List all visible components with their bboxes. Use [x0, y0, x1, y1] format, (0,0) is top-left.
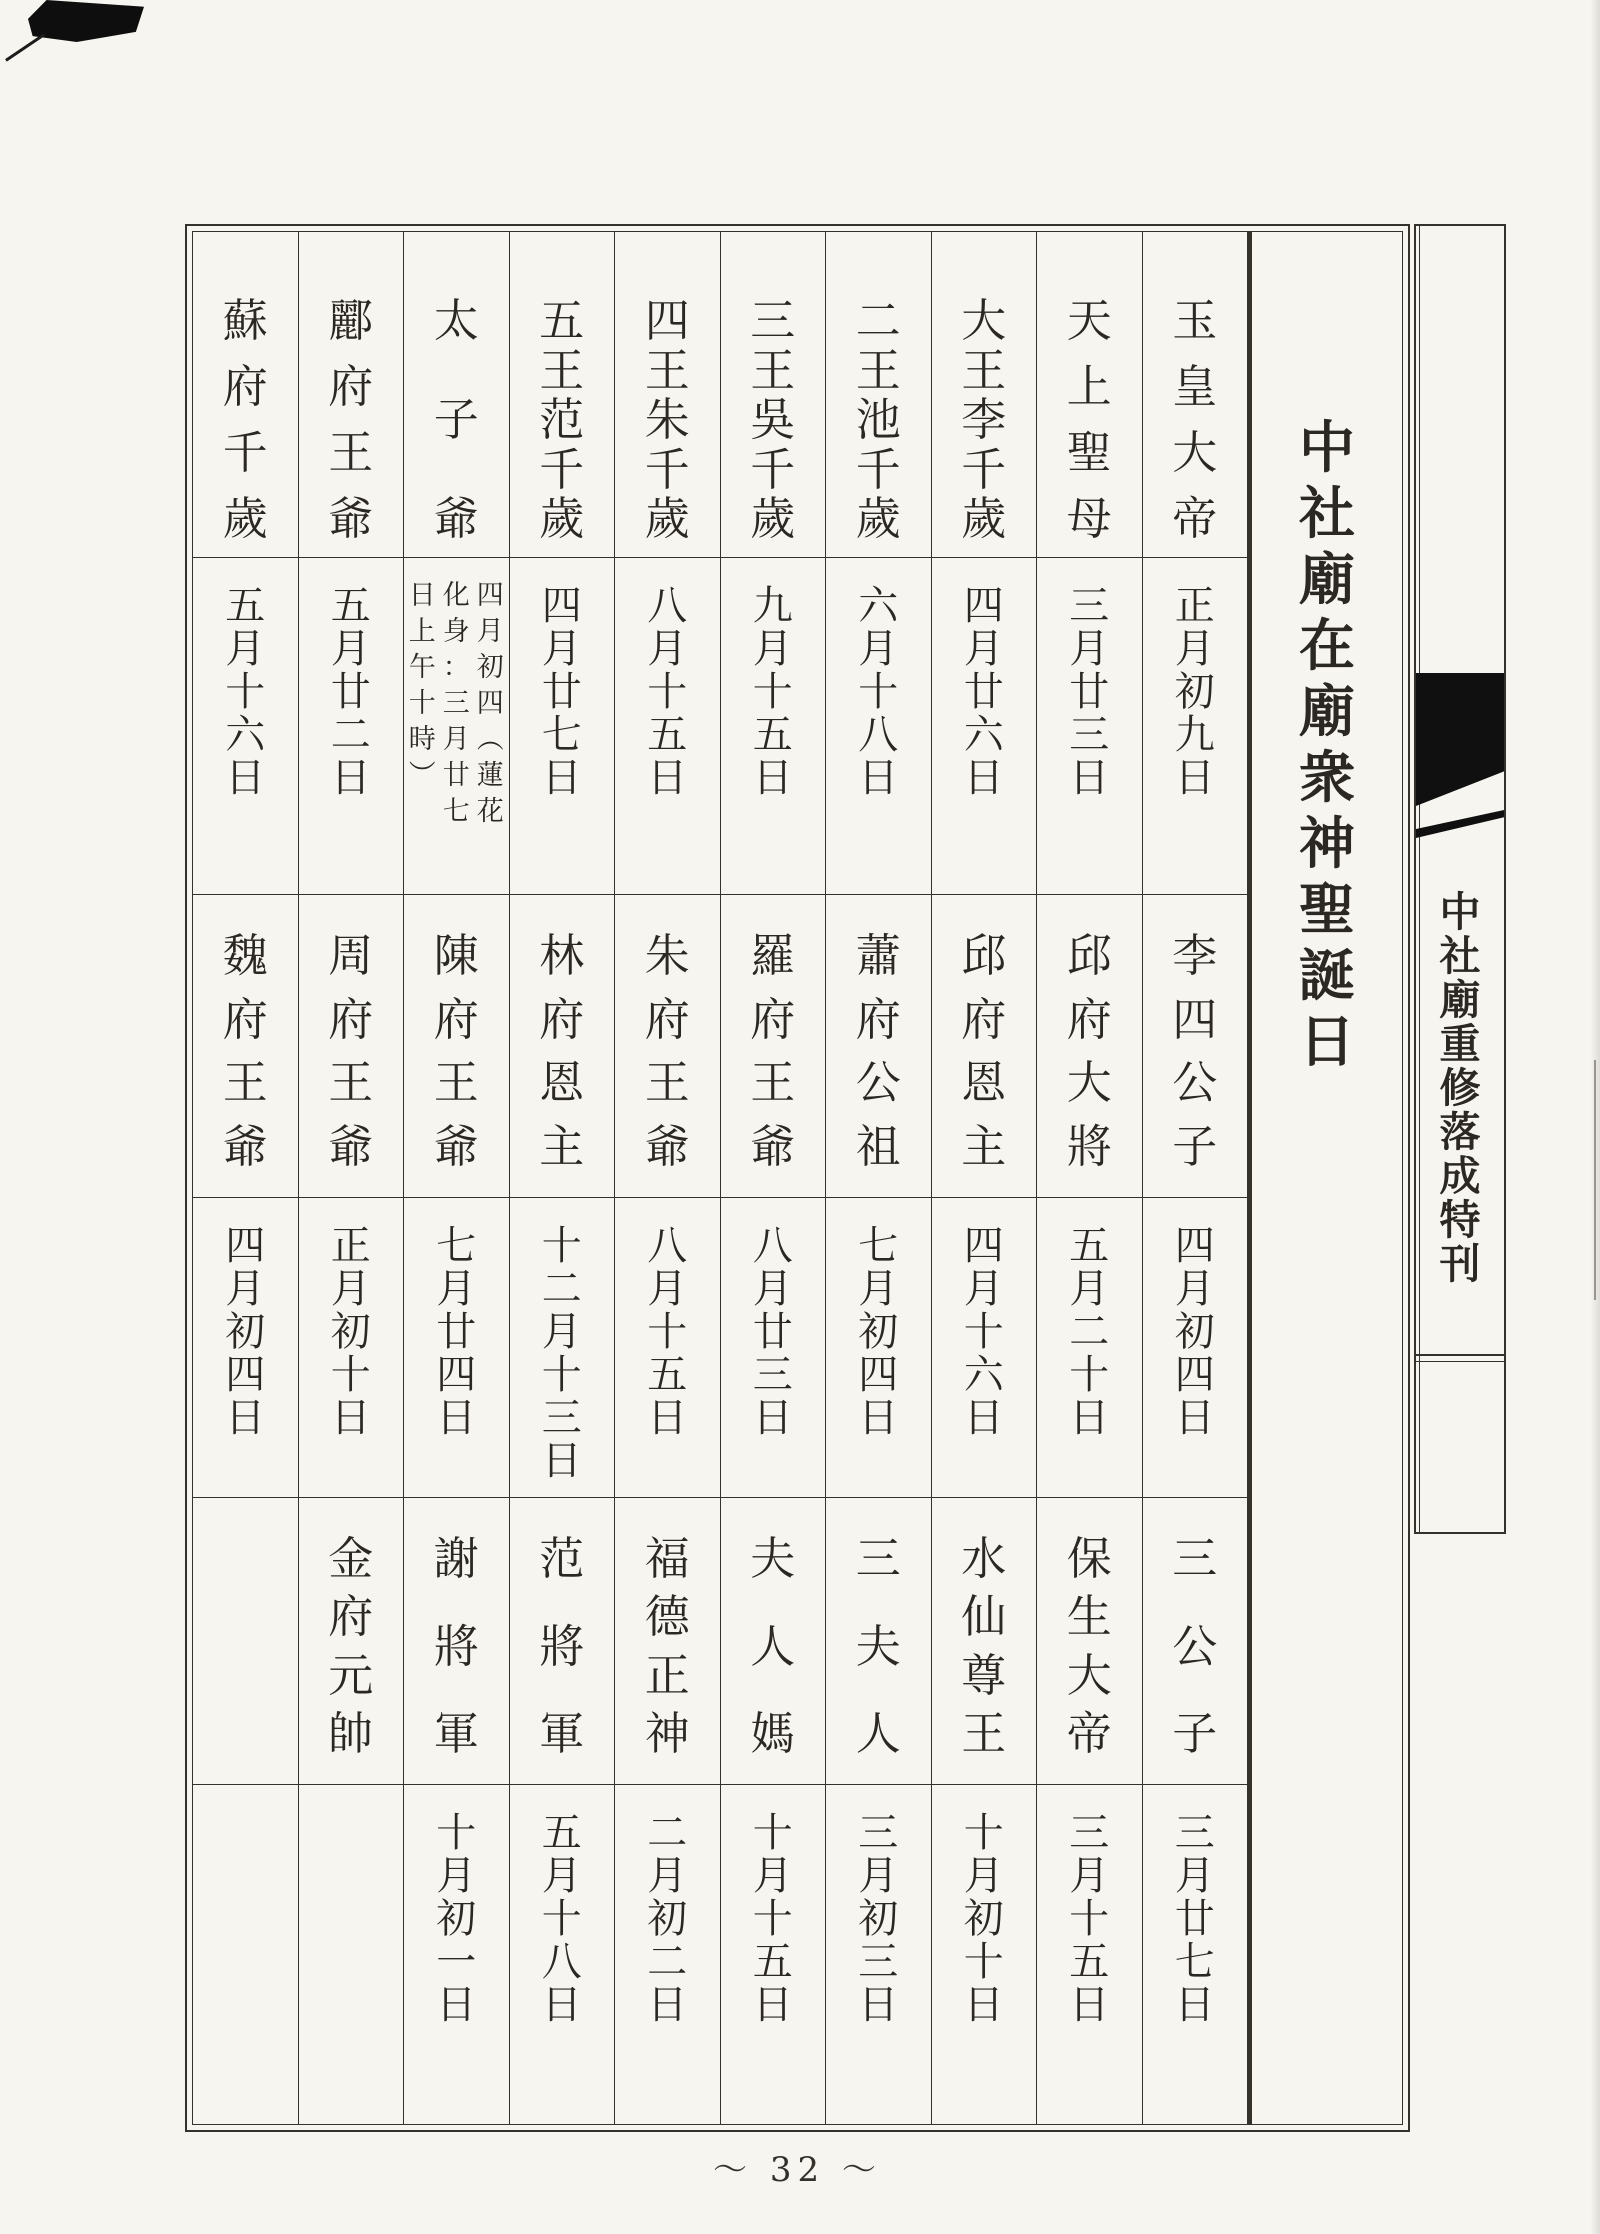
table-column-8 — [403, 232, 509, 2124]
taizi-birthday-note — [404, 557, 509, 894]
table-column-7 — [509, 232, 615, 2124]
deity-birthday: 正 月 初 十 日 — [299, 1197, 404, 1497]
table-column-2 — [1036, 232, 1142, 2124]
deity-birthday: 四 月 廿 六 日 — [932, 557, 1037, 894]
deity-birthday: 三 月 廿 三 日 — [1037, 557, 1142, 894]
deity-name — [193, 1497, 298, 1784]
deity-name: 三 夫 人 — [826, 1497, 931, 1784]
taizi-note-line: 四 月 初 四 ︵ 蓮 花 — [476, 580, 504, 827]
deity-name: 金 府 元 帥 — [299, 1497, 404, 1784]
deity-birthday: 四 月 廿 七 日 — [510, 557, 615, 894]
deity-name: 三 公 子 — [1143, 1497, 1248, 1784]
deity-birthday: 八 月 廿 三 日 — [721, 1197, 826, 1497]
taizi-note-line: 日 上 午 十 時 ︶ — [408, 580, 436, 791]
table-title-column — [1247, 232, 1402, 2124]
deity-name: 保 生 大 帝 — [1037, 1497, 1142, 1784]
deity-birthday: 三 月 十 五 日 — [1037, 1784, 1142, 2124]
deity-birthday: 五 月 廿 二 日 — [299, 557, 404, 894]
spine-panel — [1414, 224, 1506, 1534]
taizi-note-line: 化 身 ： 三 月 廿 七 — [442, 580, 470, 827]
table-column-4 — [825, 232, 931, 2124]
table-column-9 — [298, 232, 404, 2124]
deity-name: 福 德 正 神 — [615, 1497, 720, 1784]
publication-title: 中 社 廟 重 修 落 成 特 刊 — [1439, 888, 1481, 1288]
deity-birthday-table — [185, 224, 1410, 2132]
deity-birthday: 三 月 廿 七 日 — [1143, 1784, 1248, 2124]
deity-name: 四 王 朱 千 歲 — [644, 294, 690, 545]
deity-name: 蕭 府 公 祖 — [826, 894, 931, 1197]
spine-black-sliver — [1416, 810, 1504, 838]
deity-name: 林 府 恩 主 — [510, 894, 615, 1197]
deity-name: 蘇 府 千 歲 — [222, 294, 268, 545]
deity-birthday: 十 月 初 十 日 — [932, 1784, 1037, 2124]
deity-birthday: 三 月 初 三 日 — [826, 1784, 931, 2124]
deity-name: 三 王 吳 千 歲 — [750, 294, 796, 545]
deity-name: 李 四 公 子 — [1143, 894, 1248, 1197]
deity-name: 謝 將 軍 — [404, 1497, 509, 1784]
deity-name: 羅 府 王 爺 — [721, 894, 826, 1197]
table-column-3 — [931, 232, 1037, 2124]
deity-name: 朱 府 王 爺 — [615, 894, 720, 1197]
table-column-6 — [614, 232, 720, 2124]
deity-name: 邱 府 恩 主 — [932, 894, 1037, 1197]
deity-name: 大 王 李 千 歲 — [961, 294, 1007, 545]
scan-ink-blob — [28, 0, 144, 42]
deity-name: 太 子 爺 — [433, 294, 479, 545]
table-title: 中 社 廟 在 廟 衆 神 聖 誕 日 — [1299, 415, 1355, 1075]
table-column-10 — [193, 232, 298, 2124]
spine-black-mark — [1416, 673, 1504, 806]
scan-ink-line — [5, 33, 45, 61]
deity-birthday: 八 月 十 五 日 — [615, 1197, 720, 1497]
deity-name: 玉 皇 大 帝 — [1172, 294, 1218, 545]
deity-name: 邱 府 大 將 — [1037, 894, 1142, 1197]
deity-name: 天 上 聖 母 — [1066, 294, 1112, 545]
deity-birthday: 七 月 初 四 日 — [826, 1197, 931, 1497]
deity-birthday: 四 月 初 四 日 — [1143, 1197, 1248, 1497]
deity-birthday — [299, 1784, 404, 2124]
deity-birthday: 四 月 十 六 日 — [932, 1197, 1037, 1497]
deity-birthday: 正 月 初 九 日 — [1143, 557, 1248, 894]
page-edge-mark — [1594, 1060, 1596, 1300]
table-body — [192, 231, 1403, 2125]
deity-birthday: 八 月 十 五 日 — [615, 557, 720, 894]
deity-name: 二 王 池 千 歲 — [855, 294, 901, 545]
table-column-5 — [720, 232, 826, 2124]
spine-divider-line — [1416, 1354, 1504, 1362]
deity-birthday: 五 月 十 六 日 — [193, 557, 298, 894]
deity-name: 范 將 軍 — [510, 1497, 615, 1784]
deity-birthday: 五 月 二 十 日 — [1037, 1197, 1142, 1497]
table-column-1 — [1142, 232, 1248, 2124]
deity-name: 水 仙 尊 王 — [932, 1497, 1037, 1784]
deity-name: 夫 人 媽 — [721, 1497, 826, 1784]
deity-birthday: 四 月 初 四 日 — [193, 1197, 298, 1497]
deity-birthday: 十 月 初 一 日 — [404, 1784, 509, 2124]
deity-birthday: 十 月 十 五 日 — [721, 1784, 826, 2124]
deity-name: 魏 府 王 爺 — [193, 894, 298, 1197]
deity-birthday — [193, 1784, 298, 2124]
deity-name: 周 府 王 爺 — [299, 894, 404, 1197]
deity-birthday: 二 月 初 二 日 — [615, 1784, 720, 2124]
deity-name: 五 王 范 千 歲 — [539, 294, 585, 545]
deity-birthday: 九 月 十 五 日 — [721, 557, 826, 894]
deity-birthday: 七 月 廿 四 日 — [404, 1197, 509, 1497]
page-number: ～ 32 ～ — [713, 2150, 882, 2190]
deity-birthday: 十 二 月 十 三 日 — [510, 1197, 615, 1497]
deity-name: 酈 府 王 爺 — [328, 294, 374, 545]
deity-birthday: 五 月 十 八 日 — [510, 1784, 615, 2124]
deity-name: 陳 府 王 爺 — [404, 894, 509, 1197]
deity-birthday: 六 月 十 八 日 — [826, 557, 931, 894]
